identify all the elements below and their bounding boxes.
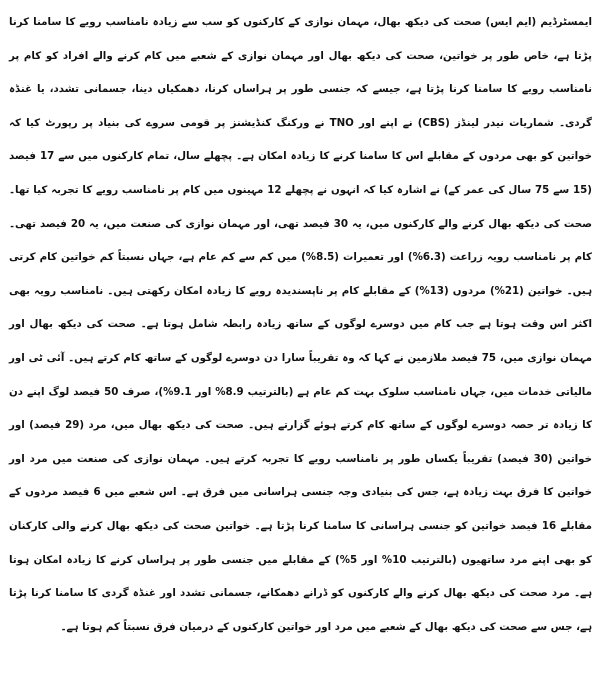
article-body-paragraph: ایمسٹرڈیم (ایم ایس) صحت کی دیکھ بھال، مہمان نوازی کے کارکنوں کو سب سے زیادہ نامناسب رویے کا سامنا کرنا پڑتا ہے، خاص طور پر خواتین، صحت کی دیکھ بھال اور مہمان نوازی کے شعبے میں کام کرنے والے افراد کو کام پر نامناسب رویے کا سامنا کرنا پڑتا ہے، جیسے کہ جنسی طور پر ہراساں کرنا، دھمکیاں دینا، جسمانی تشدد، یا غنڈہ گردی۔ شماریات نیدر لینڈز (CBS) نے اپنے اور TNO نے ورکنگ کنڈیشنز پر قومی سروے کی بنیاد پر رپورٹ کیا کہ خواتین کو بھی مردوں کے مقابلے اس کا سامنا کرنے کا زیادہ امکان ہے۔ پچھلے سال، تمام کارکنوں میں سے 17 فیصد (15 سے 75 سال کی عمر کے) نے اشارہ کیا کہ انہوں نے پچھلے 12 مہینوں میں کام پر نامناسب رویے کا تجربہ کیا تھا۔ صحت کی دیکھ بھال کرنے والے کارکنوں میں، یہ 30 فیصد تھی، اور مہمان نوازی کی صنعت میں، یہ 20 فیصد تھی۔ کام پر نامناسب رویہ زراعت (6.3%) اور تعمیرات (8.5%) میں کم سے کم عام ہے، جہاں نسبتاً کم خواتین کام کرتی ہیں۔ خواتین (21%) مردوں (13%) کے مقابلے کام پر ناپسندیدہ رویے کا زیادہ امکان رکھتی ہیں۔ نامناسب رویہ بھی اکثر اس وقت ہوتا ہے جب کام میں دوسرے لوگوں کے ساتھ زیادہ رابطہ شامل ہوتا ہے۔ صحت کی دیکھ بھال اور مہمان نوازی میں، 75 فیصد ملازمین نے کہا کہ وہ تقریباً سارا دن دوسرے لوگوں کے ساتھ کام کرتے ہیں۔ آئی ٹی اور مالیاتی خدمات میں، جہاں نامناسب سلوک بہت کم عام ہے (بالترتیب 8.9% اور 9.1%)، صرف 50 فیصد لوگ اپنے دن کا زیادہ تر حصہ دوسرے لوگوں کے ساتھ کام کرتے ہوئے گزارتے ہیں۔ صحت کی دیکھ بھال میں، مرد (29 فیصد) اور خواتین (30 فیصد) تقریباً یکساں طور پر نامناسب رویے کا تجربہ کرتے ہیں۔ مہمان نوازی کی صنعت میں مرد اور خواتین کا فرق بہت زیادہ ہے، جس کی بنیادی وجہ جنسی ہراسانی میں فرق ہے۔ اس شعبے میں 6 فیصد مردوں کے مقابلے 16 فیصد خواتین کو جنسی ہراسانی کا سامنا کرنا پڑتا ہے۔ خواتین صحت کی دیکھ بھال کرنے والی کارکنان کو بھی اپنے مرد ساتھیوں (بالترتیب 10% اور 5%) کے مقابلے میں جنسی طور پر ہراساں کرنے کا زیادہ امکان ہوتا ہے۔ مرد صحت کی دیکھ بھال کرنے والے کارکنوں کو ڈرانے دھمکانے، جسمانی تشدد اور غنڈہ گردی کا سامنا کرنا پڑتا ہے، جس سے صحت کی دیکھ بھال کے شعبے میں مرد اور خواتین کارکنوں کے درمیان فرق نسبتاً کم ہوتا ہے۔ <box>9 16 593 633</box>
